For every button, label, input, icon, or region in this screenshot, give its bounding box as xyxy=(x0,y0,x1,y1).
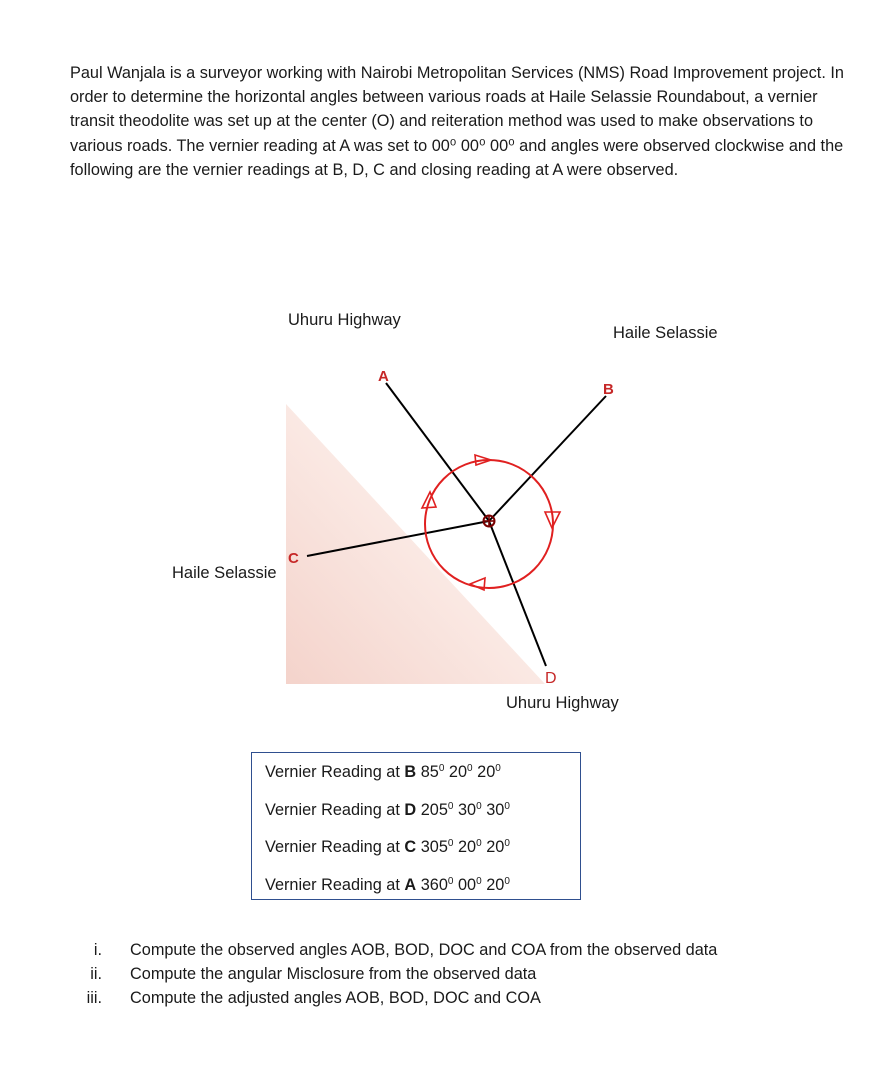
line-ob xyxy=(489,396,606,521)
task-list xyxy=(70,938,830,1011)
task-item xyxy=(70,986,830,1010)
task-item xyxy=(70,938,830,962)
vernier-readings-box xyxy=(251,752,581,900)
reading-row-a: Vernier Reading at A $360^0$ $00^0$ $20^0$ xyxy=(265,875,510,894)
point-label-a: A xyxy=(378,368,389,385)
line-oa xyxy=(386,383,489,521)
reading-row-c: Vernier Reading at C $305^0$ $20^0$ $20^0$ xyxy=(265,838,510,857)
problem-statement: Paul Wanjala is a surveyor working with Nairobi Metropolitan Services (NMS) Road Improvement project. In order to determine the horizontal angles between various roads at Haile Selassie Roundabout, a vernier transit theodolite was set up at the center (O) and reiteration method was used to make observations to various roads. The vernier reading at A was set to 00⁰ 00⁰ 00⁰ and angles were observed clockwise and the following are the vernier readings at B, D, C and closing reading at A were observed. xyxy=(70,64,844,179)
road-label-uhuru-top: Uhuru Highway xyxy=(288,311,401,329)
reading-row-d: Vernier Reading at D $205^0$ $30^0$ $30^0$ xyxy=(265,800,510,819)
task-text: Compute the adjusted angles AOB, BOD, DOC and COA xyxy=(130,989,541,1008)
reading-row-b: Vernier Reading at B $85^0$ $20^0$ $20^0$ xyxy=(265,763,501,781)
point-label-c: C xyxy=(288,550,299,567)
point-label-d: D xyxy=(545,670,557,687)
point-label-b: B xyxy=(603,381,614,398)
background-shade xyxy=(286,404,545,684)
road-label-uhuru-bottom: Uhuru Highway xyxy=(506,694,619,712)
road-label-haile-left: Haile Selassie xyxy=(172,564,277,582)
road-label-haile-top-right: Haile Selassie xyxy=(613,324,718,342)
task-number: iii. xyxy=(86,989,102,1008)
task-number: i. xyxy=(93,941,102,959)
task-text: Compute the angular Misclosure from the observed data xyxy=(130,965,537,984)
task-number: ii. xyxy=(90,965,102,984)
task-text: Compute the observed angles AOB, BOD, DOC and COA from the observed data xyxy=(130,941,718,959)
task-item xyxy=(70,962,830,986)
